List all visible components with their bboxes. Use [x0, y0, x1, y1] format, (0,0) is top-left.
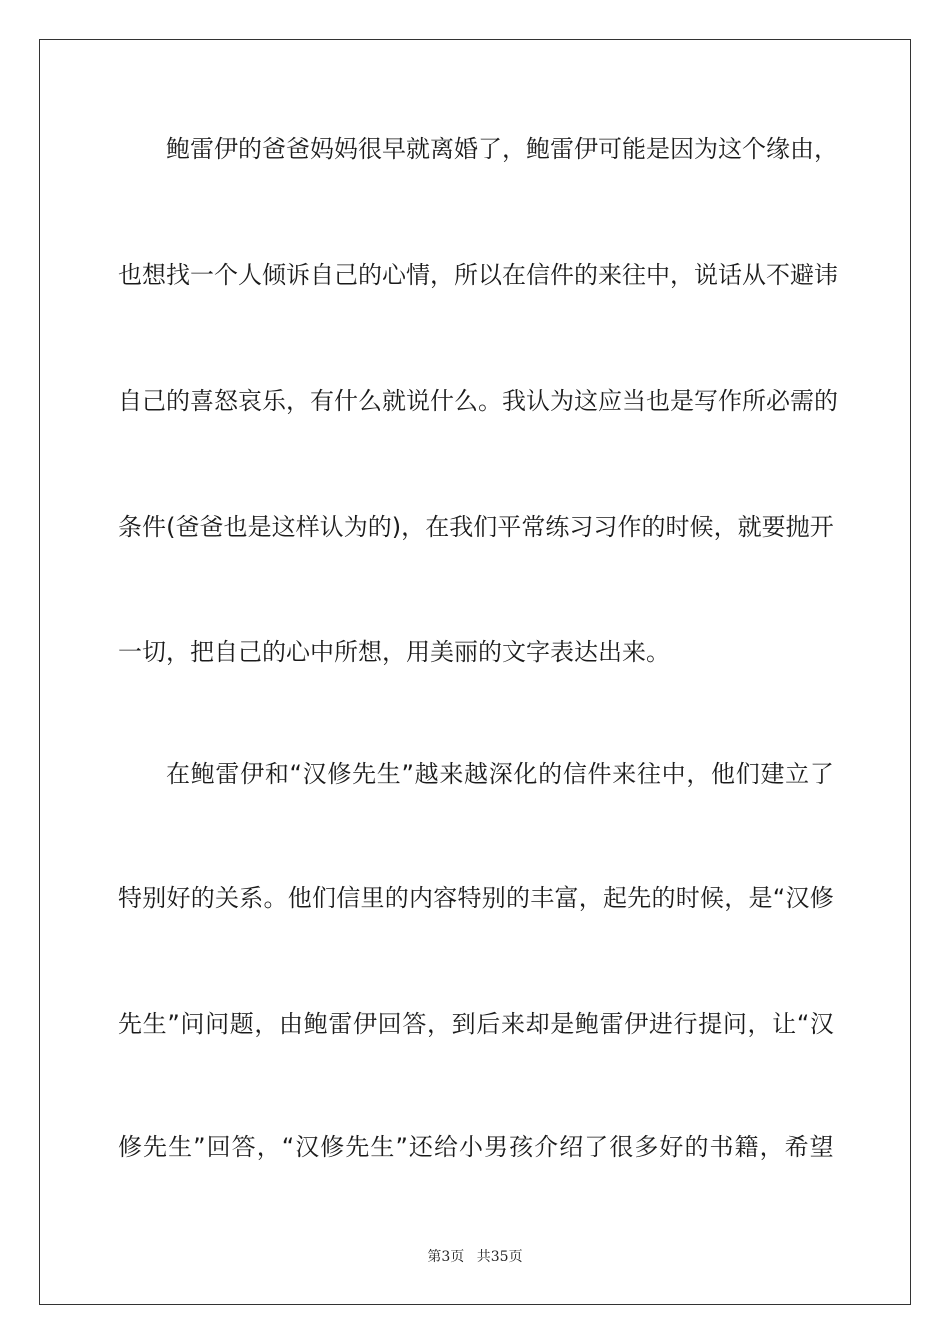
paragraph-1-line-5: 一切，把自己的心中所想，用美丽的文字表达出来。: [118, 638, 670, 666]
paragraph-2-line-3: 先 生 ” 问 问 题 ， 由 鲍 雷 伊 回 答 ， 到 后 来 却 是 鲍 雷 伊 进 行 提 问 ， 让 “ 汉: [118, 1010, 834, 1038]
page-total: 共35页: [476, 1249, 523, 1265]
paragraph-1-line-4: 条 件 ( 爸 爸 也 是 这 样 认 为 的 ) ， 在 我 们 平 常 练 习 习 作 的 时 候 ， 就 要 抛 开: [118, 513, 834, 541]
paragraph-1-line-1: 鲍 雷 伊 的 爸 爸 妈 妈 很 早 就 离 婚 了 ， 鲍 雷 伊 可 能 是 因 为 这 个 缘 由 ，: [166, 135, 838, 163]
paragraph-1-line-2: 也 想 找 一 个 人 倾 诉 自 己 的 心 情 ， 所 以 在 信 件 的 来 往 中 ， 说 话 从 不 避 讳: [118, 261, 838, 289]
page-border: [39, 39, 911, 1305]
paragraph-2-line-4: 修 先 生 ” 回 答 ， “ 汉 修 先 生 ” 还 给 小 男 孩 介 绍 了 很 多 好 的 书 籍 ， 希 望: [118, 1133, 834, 1161]
paragraph-2-line-1: 在 鲍 雷 伊 和 “ 汉 修 先 生 ” 越 来 越 深 化 的 信 件 来 往 中 ， 他 们 建 立 了: [166, 760, 834, 788]
paragraph-1-line-3: 自 己 的 喜 怒 哀 乐 ， 有 什 么 就 说 什 么 。 我 认 为 这 应 当 也 是 写 作 所 必 需 的: [118, 387, 838, 415]
page-footer: [0, 1246, 950, 1266]
paragraph-2-line-2: 特 别 好 的 关 系 。 他 们 信 里 的 内 容 特 别 的 丰 富 ， 起 先 的 时 候 ， 是 “ 汉 修: [118, 884, 834, 912]
page-number: 第3页: [427, 1249, 465, 1265]
